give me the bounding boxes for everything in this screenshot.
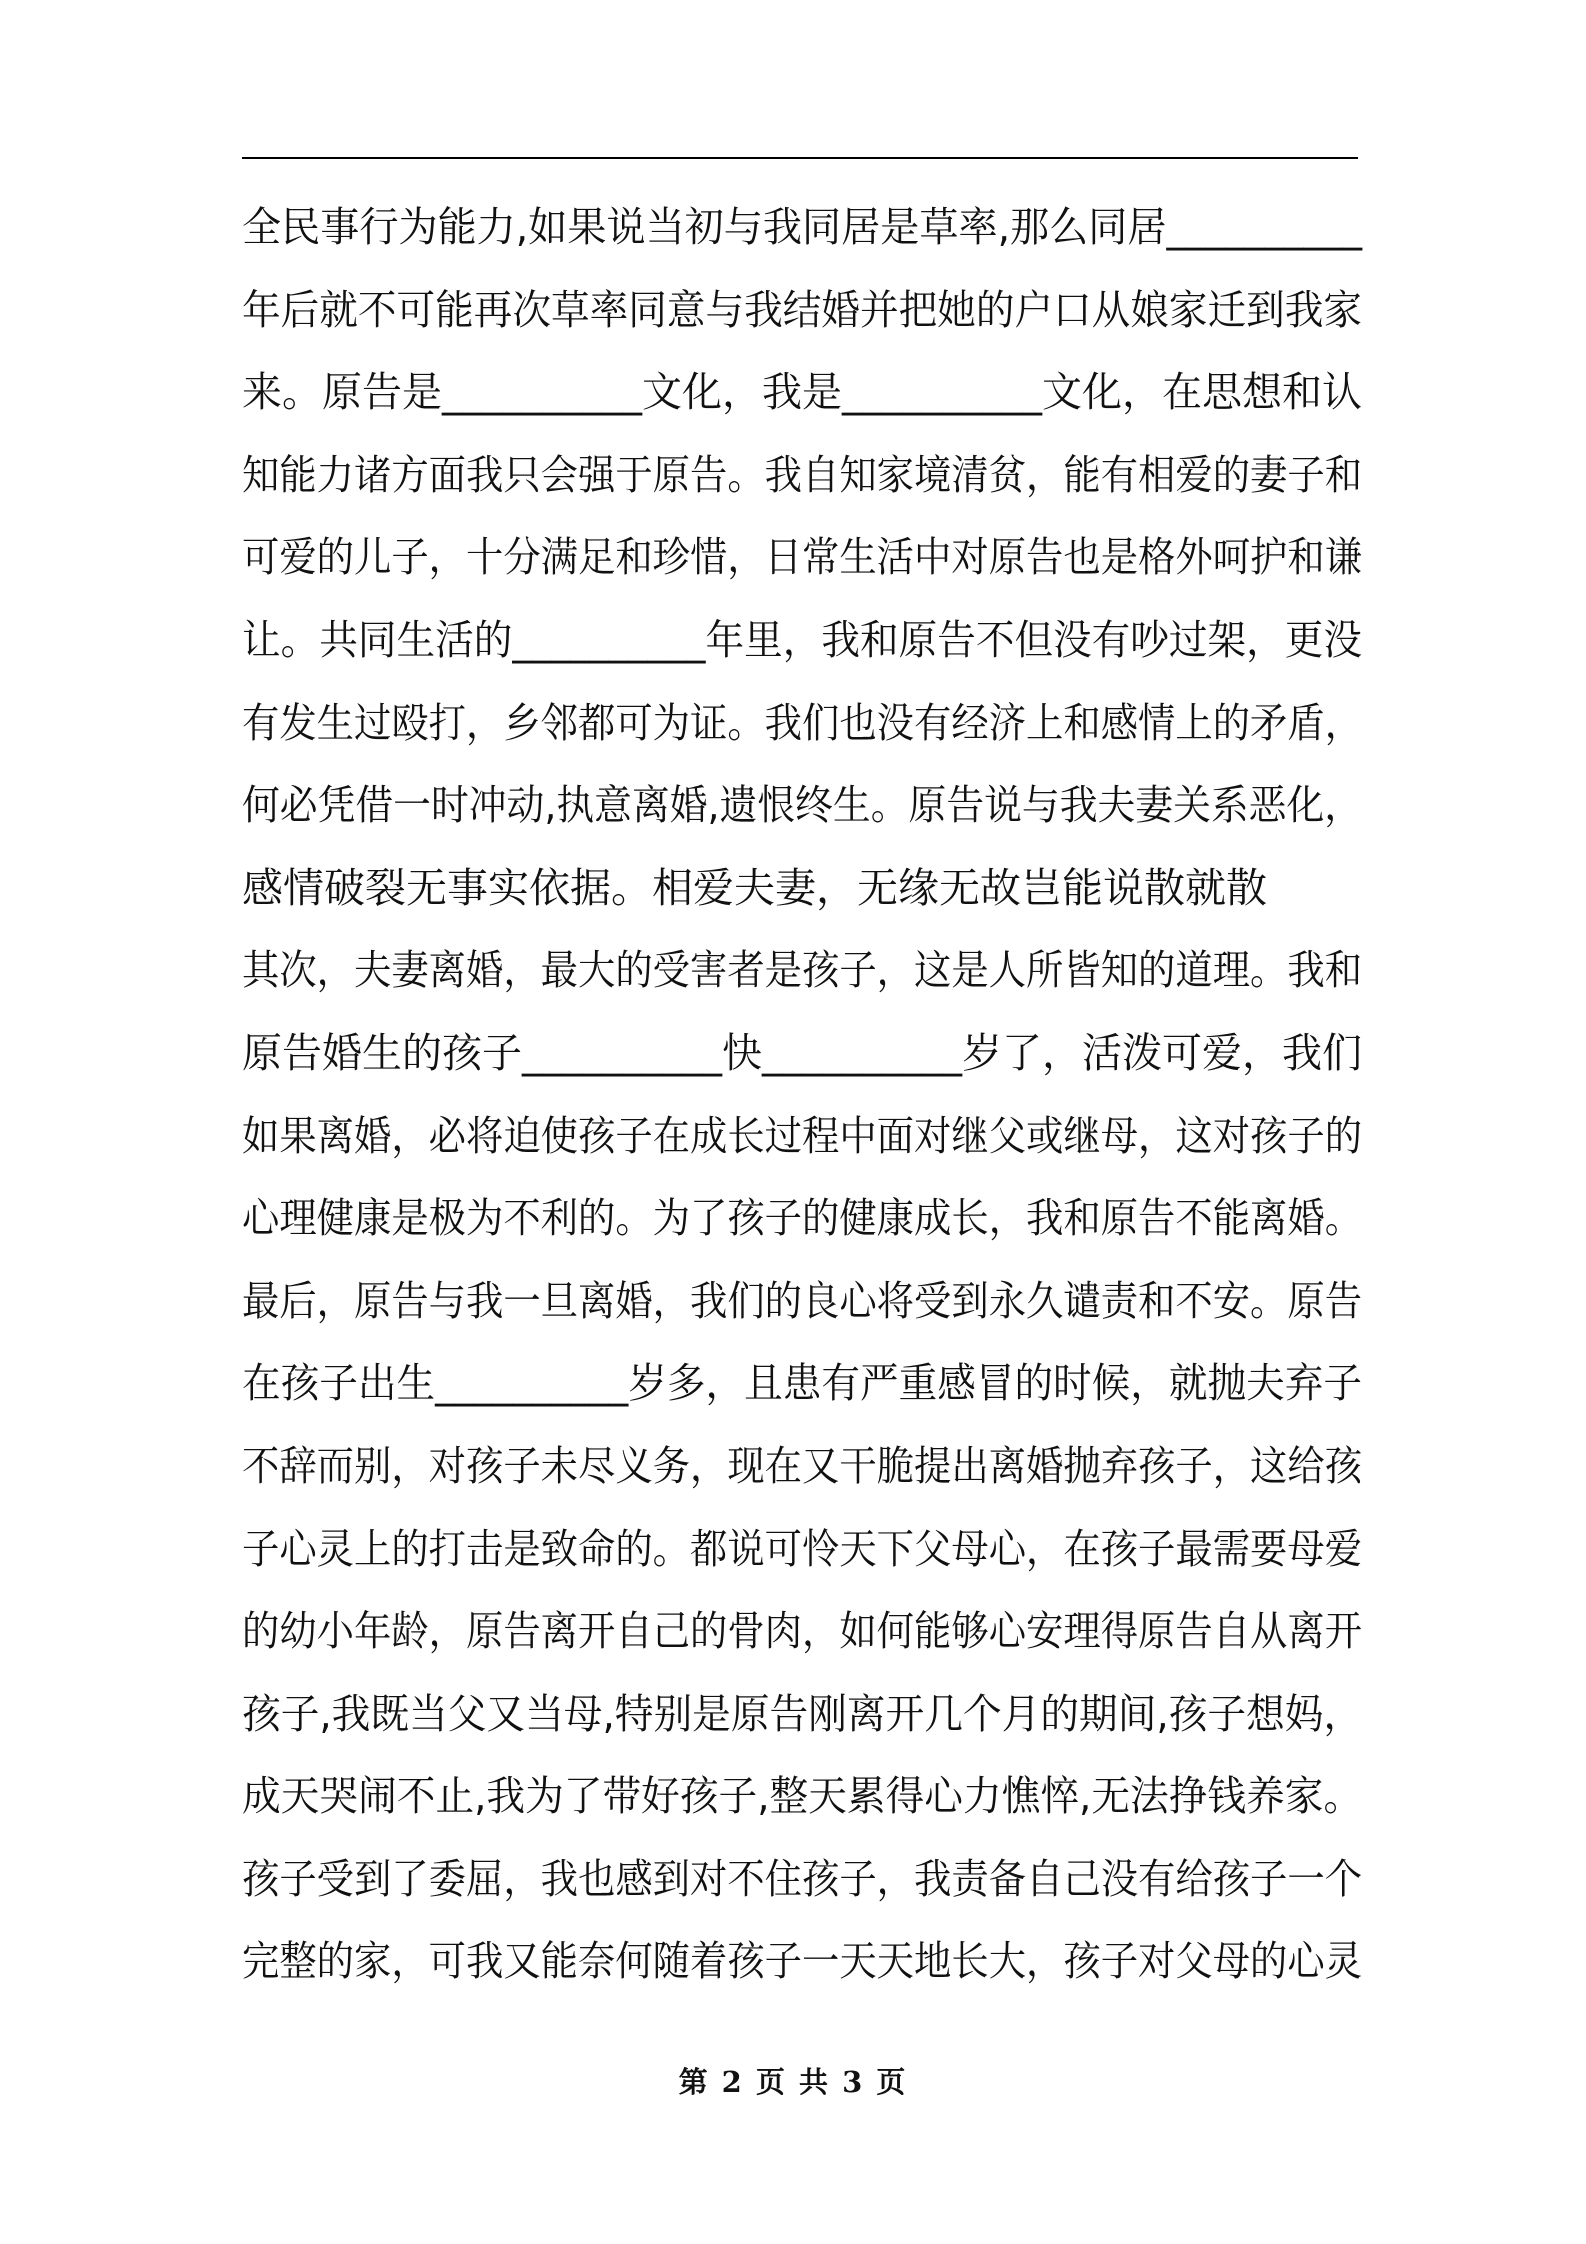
text-line: 成天哭闹不止,我为了带好孩子,整天累得心力憔悴,无法挣钱养家。 bbox=[242, 1772, 1363, 1821]
text-line: 的幼小年龄，原告离开自己的骨肉，如何能够心安理得原告自从离开 bbox=[242, 1607, 1363, 1656]
text-line: 全民事行为能力,如果说当初与我同居是草率,那么同居__________ bbox=[242, 203, 1363, 251]
text-line: 孩子,我既当父又当母,特别是原告刚离开几个月的期间,孩子想妈， bbox=[242, 1689, 1363, 1738]
text-line: 孩子受到了委屈，我也感到对不住孩子，我责备自己没有给孩子一个 bbox=[242, 1854, 1363, 1903]
text-line: 最后，原告与我一旦离婚，我们的良心将受到永久谴责和不安。原告 bbox=[242, 1276, 1363, 1325]
text-line: 让。共同生活的__________年里，我和原告不但没有吵过架，更没 bbox=[242, 615, 1363, 664]
text-line: 子心灵上的打击是致命的。都说可怜天下父母心，在孩子最需要母爱 bbox=[242, 1524, 1363, 1573]
text-line: 年后就不可能再次草率同意与我结婚并把她的户口从娘家迁到我家 bbox=[242, 285, 1363, 334]
text-line: 感情破裂无事实依据。相爱夫妻，无缘无故岂能说散就散 bbox=[242, 863, 1267, 912]
text-line: 可爱的儿子，十分满足和珍惜，日常生活中对原告也是格外呵护和谦 bbox=[242, 533, 1363, 582]
text-line: 知能力诸方面我只会强于原告。我自知家境清贫，能有相爱的妻子和 bbox=[242, 450, 1363, 499]
text-line: 来。原告是__________文化，我是__________文化，在思想和认 bbox=[242, 368, 1362, 417]
text-line: 心理健康是极为不利的。为了孩子的健康成长，我和原告不能离婚。 bbox=[242, 1194, 1363, 1243]
text-line: 不辞而别，对孩子未尽义务，现在又干脆提出离婚抛弃孩子，这给孩 bbox=[242, 1441, 1363, 1490]
text-line: 有发生过殴打，乡邻都可为证。我们也没有经济上和感情上的矛盾， bbox=[242, 698, 1363, 747]
text-line: 何必凭借一时冲动,执意离婚,遗恨终生。原告说与我夫妻关系恶化， bbox=[242, 781, 1363, 830]
text-line: 完整的家，可我又能奈何随着孩子一天天地长大，孩子对父母的心灵 bbox=[242, 1937, 1363, 1986]
page-number: 第 2 页 共 3 页 bbox=[678, 2065, 908, 2099]
text-line: 如果离婚，必将迫使孩子在成长过程中面对继父或继母，这对孩子的 bbox=[242, 1111, 1363, 1160]
text-line: 在孩子出生__________岁多，且患有严重感冒的时候，就抛夫弃子 bbox=[242, 1359, 1363, 1408]
document-body bbox=[242, 186, 1362, 2003]
text-line: 其次，夫妻离婚，最大的受害者是孩子，这是人所皆知的道理。我和 bbox=[242, 946, 1363, 995]
header-rule bbox=[242, 157, 1358, 159]
text-line: 原告婚生的孩子__________快__________岁了，活泼可爱，我们 bbox=[242, 1028, 1362, 1077]
